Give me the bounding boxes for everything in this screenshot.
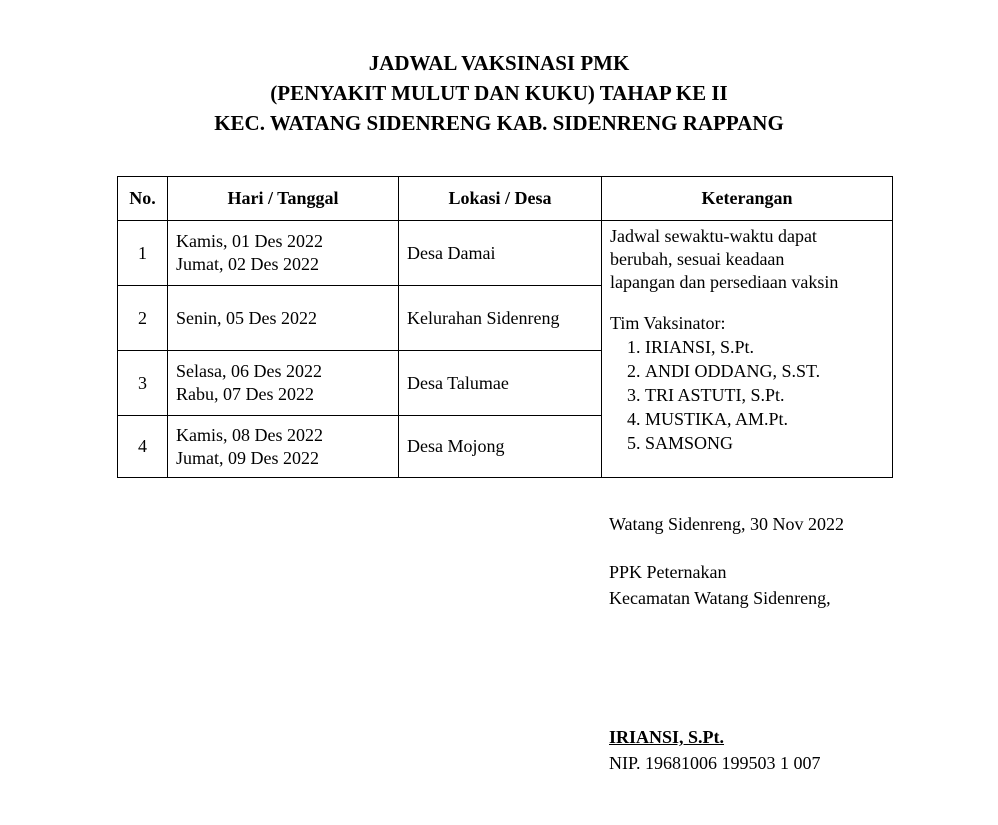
row-location: Desa Damai: [399, 221, 602, 286]
date-line: Rabu, 07 Des 2022: [176, 384, 314, 404]
header-location: Lokasi / Desa: [399, 177, 602, 221]
signatory-name: IRIANSI, S.Pt.: [609, 727, 725, 747]
row-location: Desa Mojong: [399, 416, 602, 478]
header-remarks: Keterangan: [602, 177, 893, 221]
header-date: Hari / Tanggal: [168, 177, 399, 221]
team-member: 2. ANDI ODDANG, S.ST.: [645, 359, 884, 383]
row-location: Kelurahan Sidenreng: [399, 286, 602, 351]
row-date: [168, 351, 399, 416]
office-line: Kecamatan Watang Sidenreng,: [609, 588, 831, 608]
date-line: Kamis, 01 Des 2022: [176, 231, 323, 251]
date-line: Kamis, 08 Des 2022: [176, 424, 323, 445]
date-line: Jumat, 02 Des 2022: [176, 254, 319, 274]
title-line-2: (PENYAKIT MULUT DAN KUKU) TAHAP KE II: [270, 81, 728, 105]
schedule-table: [117, 176, 893, 478]
signatory-nip: NIP. 19681006 199503 1 007: [609, 753, 821, 773]
remarks-note-line: berubah, sesuai keadaan: [610, 249, 785, 269]
team-member: 5. SAMSONG: [645, 431, 884, 455]
table-header-row: [118, 177, 893, 221]
remarks-note-line: lapangan dan persediaan vaksin: [610, 272, 839, 292]
signature-name-block: [609, 724, 821, 776]
date-line: Selasa, 06 Des 2022: [176, 361, 322, 381]
team-member: 3. TRI ASTUTI, S.Pt.: [645, 383, 884, 407]
signature-office: [609, 559, 831, 611]
date-line: Senin, 05 Des 2022: [176, 307, 317, 328]
team-label: Tim Vaksinator:: [610, 313, 726, 333]
row-date: [168, 221, 399, 286]
row-no: 1: [118, 221, 168, 286]
row-location: Desa Talumae: [399, 351, 602, 416]
remarks-cell: [602, 221, 893, 478]
title-line-3: KEC. WATANG SIDENRENG KAB. SIDENRENG RAPPANG: [214, 111, 784, 135]
row-no: 3: [118, 351, 168, 416]
date-line: Jumat, 09 Des 2022: [176, 447, 319, 468]
row-no: 2: [118, 286, 168, 351]
document-title: [0, 48, 998, 138]
remarks-note-line: Jadwal sewaktu-waktu dapat: [610, 226, 817, 246]
table-row: [118, 221, 893, 286]
title-line-1: JADWAL VAKSINASI PMK: [368, 51, 630, 75]
office-line: PPK Peternakan: [609, 562, 727, 582]
signature-place-date: [609, 511, 844, 537]
team-list: [610, 335, 884, 455]
row-no: 4: [118, 416, 168, 478]
header-no: No.: [118, 177, 168, 221]
row-date: [168, 416, 399, 478]
team-member: 4. MUSTIKA, AM.Pt.: [645, 407, 884, 431]
place-date: Watang Sidenreng, 30 Nov 2022: [609, 514, 845, 534]
row-date: [168, 286, 399, 351]
team-member: 1. IRIANSI, S.Pt.: [645, 335, 884, 359]
